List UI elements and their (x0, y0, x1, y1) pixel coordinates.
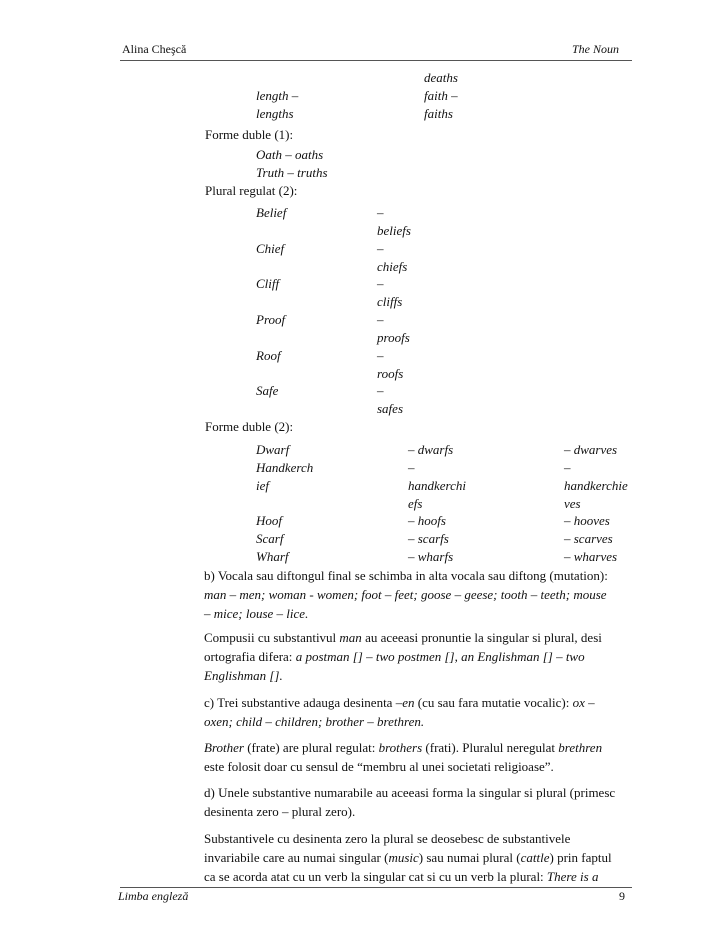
text-span: oxen; child – children; brother – brethren. (204, 714, 425, 729)
text-span: cattle (520, 850, 550, 865)
word-plural: efs (408, 496, 423, 511)
text-span: au aceeasi pronuntie la singular si plural, desi (361, 630, 602, 645)
text-span: Compusii cu substantivul (204, 630, 340, 645)
word-plural-alt: handkerchie (564, 478, 628, 493)
word-singular: Safe (256, 383, 279, 398)
dash: – (408, 460, 415, 475)
header-title: The Noun (572, 42, 620, 56)
word-plural: – dwarfs (408, 442, 454, 457)
word-plural-alt: ves (564, 496, 581, 511)
text-span: music (388, 850, 419, 865)
word-plural: – scarfs (408, 531, 449, 546)
text-span: brothers (378, 740, 423, 755)
dash: – (564, 460, 571, 475)
text-span: invariabile care au numai singular ( (204, 850, 389, 865)
text-span: Englishman []. (204, 668, 283, 683)
word-plural-alt: – scarves (564, 531, 613, 546)
text-span: Brother (204, 740, 244, 755)
text-span: c) Trei substantive adauga desinenta (204, 695, 396, 710)
word-plural: – hoofs (408, 513, 446, 528)
word-singular: Chief (256, 241, 285, 256)
paragraph-substantivele (204, 829, 634, 886)
heading-plural-regulat-2: Plural regulat (2): (205, 183, 298, 198)
dash: – (377, 348, 384, 363)
word-plural: chiefs (377, 259, 408, 274)
word-plural-alt: – hooves (564, 513, 610, 528)
heading-forme-duble-1: Forme duble (1): (205, 127, 294, 142)
text-span: man (339, 630, 362, 645)
dash: – (377, 383, 384, 398)
text-span: ox – (572, 695, 595, 710)
page-number: 9 (619, 889, 625, 903)
word-singular: Dwarf (256, 442, 290, 457)
text-line: man – men; woman - women; foot – feet; goose – geese; tooth – teeth; mouse (204, 587, 607, 602)
paragraph-man (204, 628, 634, 685)
word-lengths: lengths (256, 106, 294, 121)
text-span: (cu sau fara mutatie vocalic): (414, 695, 573, 710)
word-plural-alt: – wharves (564, 549, 618, 564)
word-singular: ief (256, 478, 269, 493)
word-faiths: faiths (424, 106, 453, 121)
text-line: – mice; louse – lice. (204, 606, 309, 621)
text-span: ) sau numai plural ( (418, 850, 521, 865)
word-deaths: deaths (424, 70, 458, 85)
word-plural: beliefs (377, 223, 411, 238)
word-singular: Scarf (256, 531, 284, 546)
list-item: Oath – oaths (256, 147, 324, 162)
paragraph-d (204, 783, 634, 821)
word-singular: Handkerch (256, 460, 314, 475)
word-singular: Proof (256, 312, 286, 327)
text-span: ortografia difera: (204, 649, 296, 664)
text-span: (frati). Pluralul neregulat (422, 740, 559, 755)
paragraph-c (204, 693, 634, 731)
word-plural: safes (377, 401, 403, 416)
text-span: There is a (546, 869, 599, 884)
header-rule (120, 60, 632, 61)
dash: – (377, 205, 384, 220)
dash: – (377, 312, 384, 327)
text-line: desinenta zero – plural zero). (204, 804, 356, 819)
word-singular: Belief (256, 205, 287, 220)
word-plural-alt: – dwarves (564, 442, 618, 457)
text-span: (frate) are plural regulat: (243, 740, 379, 755)
text-line: este folosit doar cu sensul de “membru al unei societati religioase”. (204, 759, 554, 774)
text-span: ca se acorda atat cu un verb la singular cat si cu un verb la plural: (204, 869, 547, 884)
header-author: Alina Cheşcă (122, 42, 187, 56)
text-line: d) Unele substantive numarabile au aceeasi forma la singular si plural (primesc (204, 785, 616, 800)
word-plural: roofs (377, 366, 404, 381)
text-span: ) prin faptul (549, 850, 612, 865)
text-span: brethren (558, 740, 603, 755)
word-singular: Cliff (256, 276, 280, 291)
paragraph-brother (204, 738, 634, 776)
dash: – (377, 276, 384, 291)
dash: – (377, 241, 384, 256)
word-plural: proofs (377, 330, 410, 345)
paragraph-b (204, 566, 634, 623)
text-span: –en (395, 695, 415, 710)
word-plural: cliffs (377, 294, 403, 309)
word-plural: handkerchi (408, 478, 466, 493)
word-singular: Hoof (256, 513, 282, 528)
text-span: a postman [] – two postmen [], an Englishman [] – two (295, 649, 585, 664)
word-length: length – (256, 88, 299, 103)
word-singular: Roof (256, 348, 281, 363)
footer-left: Limba engleză (118, 889, 189, 903)
text-line: Substantivele cu desinenta zero la plural se deosebesc de substantivele (204, 831, 571, 846)
word-singular: Wharf (256, 549, 289, 564)
footer-rule (120, 887, 632, 888)
heading-forme-duble-2: Forme duble (2): (205, 419, 294, 434)
word-faith: faith – (424, 88, 458, 103)
word-plural: – wharfs (408, 549, 454, 564)
list-item: Truth – truths (256, 165, 328, 180)
text-line: b) Vocala sau diftongul final se schimba in alta vocala sau diftong (mutation): (204, 568, 608, 583)
